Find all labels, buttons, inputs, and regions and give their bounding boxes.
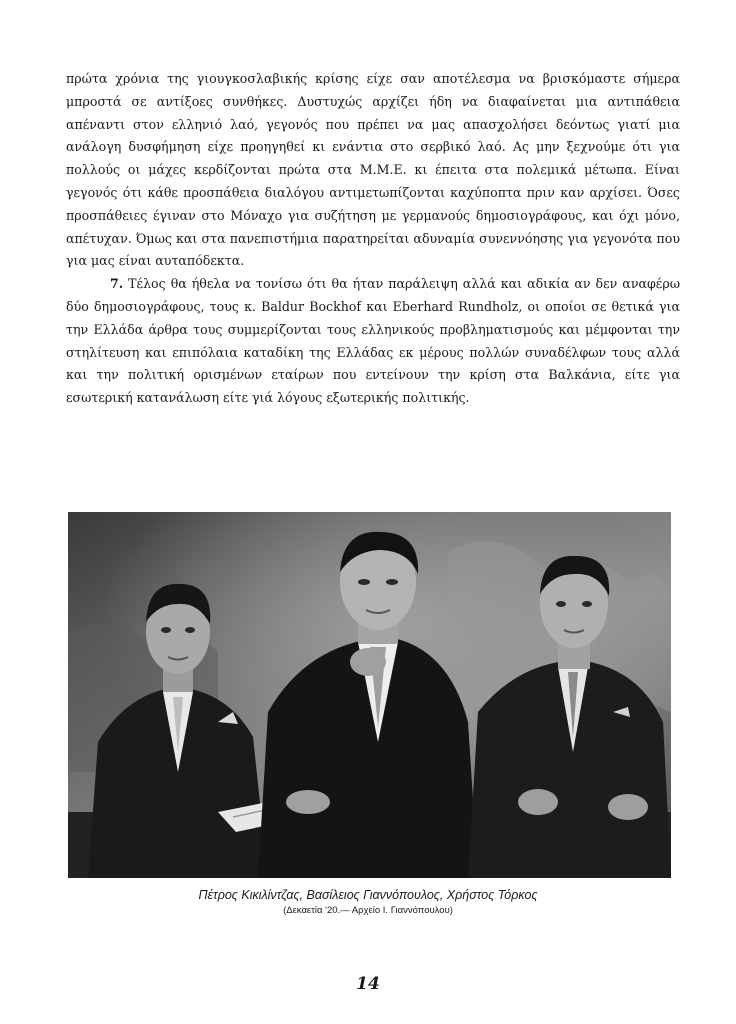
paragraph-1: πρώτα χρόνια της γιουγκοσλαβικής κρίσης είχε σαν αποτέλεσμα να βρισκόμαστε σήμερα μπροστά σε αντίξοες συνθήκες. Δυστυχώς αρχίζει ήδη να διαφαίνεται μια αντιπάθεια απέναντι στον ελληνιό λαό, γεγονός που πρέπει να μας απασχολήσει δεόντως γιατί μια ανάλογη δυσφήμηση είχε προηγηθεί κι ενάντια στο σερβικό λαό. Ας μην ξεχνούμε ότι για πολλούς οι μάχες κερδίζονται πρώτα στα Μ.Μ.Ε. κι έπειτα στα πολεμικά μέτωπα. Είναι γεγονός ότι κάθε προσπάθεια διαλόγου αντιμετωπίζονται καχύποπτα πριν καν αρχίσει. Όσες προσπάθειες έγιναν στο Μόναχο για συζήτηση με γερμανούς δημοσιογράφους, και όχι μόνο, απέτυχαν. Όμως και στα πανεπιστήμια παρατηρείται αδυναμία συνεννόησης για γεγονότα που για μας είναι αυταπόδεκτα.: [66, 71, 680, 269]
photo-credit: (Δεκαετία '20.— Αρχείο Ι. Γιαννόπουλου): [283, 905, 453, 916]
paragraph-number: 7.: [110, 276, 124, 292]
photo-illustration: [68, 512, 671, 878]
page-number: 14: [356, 974, 380, 994]
paragraph-2-text: Τέλος θα ήθελα να τονίσω ότι θα ήταν παράλειψη αλλά και αδικία αν δεν αναφέρω δύο δημοσιογράφους, τους κ. Baldur Bockhof και Eberhard Rundholz, οι οποίοι σε θετικά για την Ελλάδα άρθρα τους συμμερίζονται τους ελληνικούς προβληματισμούς και μέμφονται την στηλίτευση και επιπόλαια καταδίκη της Ελλάδας εκ μέρους πολλών συναδέλφων τους αλλά και την πολιτική ορισμένων εταίρων που εντείνουν την κρίση στα Βαλκάνια, είτε για εσωτερική κατανάλωση είτε γιά λόγους εξωτερικής πολιτικής.: [66, 276, 680, 406]
body-text: [66, 68, 680, 410]
photo-caption: Πέτρος Κικιλίντζας, Βασίλειος Γιαννόπουλος, Χρήστος Τόρκος: [198, 888, 538, 902]
historical-photo: [68, 512, 671, 878]
paragraph-2: [66, 273, 680, 410]
